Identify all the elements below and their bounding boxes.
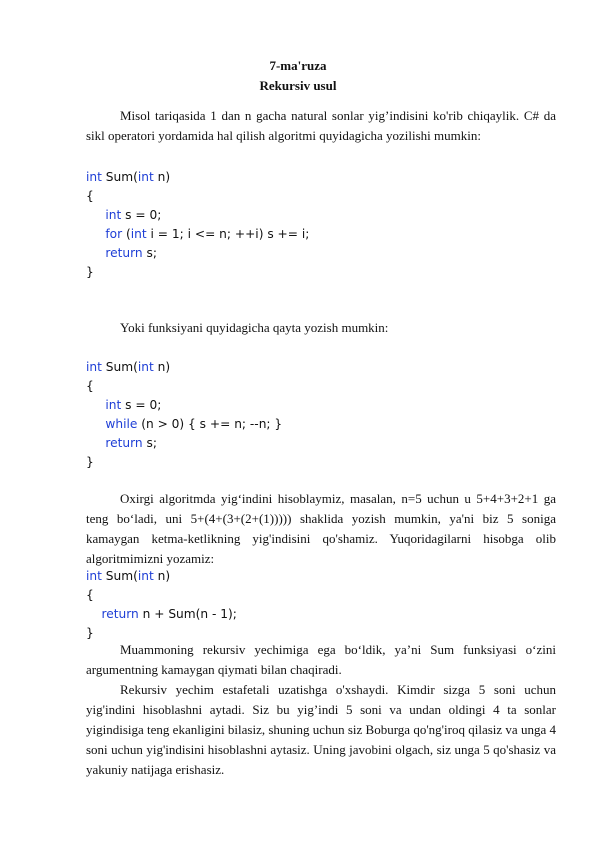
code-line	[86, 187, 556, 206]
code-keyword: int	[137, 569, 154, 583]
code-line	[86, 567, 556, 586]
code-keyword: int	[105, 208, 122, 222]
code-keyword: while	[105, 417, 138, 431]
code-line	[86, 434, 556, 453]
code-text: {	[86, 588, 94, 602]
code-text: Sum(	[101, 170, 138, 184]
code-block-for-loop	[86, 168, 556, 282]
code-keyword: return	[105, 436, 143, 450]
code-text: (	[122, 227, 131, 241]
code-block-recursive	[86, 567, 556, 643]
code-text: n)	[153, 569, 171, 583]
code-line	[86, 415, 556, 434]
paragraph-recursive-result: Muammoning rekursiv yechimiga ega bo‘ldik, ya’ni Sum funksiyasi o‘zini argumentning kamaygan qiymati bilan chaqiradi.	[86, 642, 556, 677]
code-text: n)	[153, 360, 171, 374]
code-line	[86, 263, 556, 282]
code-line	[86, 244, 556, 263]
lecture-subtitle: Rekursiv usul	[259, 78, 337, 93]
code-keyword: return	[105, 246, 143, 260]
code-keyword: int	[86, 360, 102, 374]
code-text	[86, 246, 105, 260]
code-line	[86, 168, 556, 187]
code-text: {	[86, 189, 94, 203]
code-text: s;	[142, 436, 157, 450]
code-text: Sum(	[101, 360, 138, 374]
paragraph-explanation: Oxirgi algoritmda yig‘indini hisoblaymiz, masalan, n=5 uchun u 5+4+3+2+1 ga teng bo‘ladi, uni 5+(4+(3+(2+(1))))) shaklida yozish mumkin, ya'ni biz 5 soniga kamaygan ketma-ketlikning yig'indisini qo'shamiz. Yuqoridagilarni hisobga olib algoritmimizni yozamiz:	[86, 491, 556, 566]
code-line	[86, 586, 556, 605]
code-text: {	[86, 379, 94, 393]
code-text: n)	[153, 170, 171, 184]
code-text: i = 1; i <= n; ++i) s += i;	[146, 227, 310, 241]
paragraph-rewrite: Yoki funksiyani quyidagicha qayta yozish mumkin:	[120, 320, 389, 335]
paragraph-intro: Misol tariqasida 1 dan n gacha natural sonlar yig’indisini ko'rib chiqaylik. C# da sikl operatori yordamida hal qilish algoritmi quyidagicha yozilishi mumkin:	[86, 108, 556, 143]
code-text: n + Sum(n - 1);	[138, 607, 237, 621]
code-text	[86, 227, 105, 241]
code-line	[86, 225, 556, 244]
code-text: s = 0;	[121, 398, 162, 412]
code-line	[86, 396, 556, 415]
lecture-title: 7-ma'ruza	[269, 58, 327, 73]
paragraph-relay-analogy: Rekursiv yechim estafetali uzatishga o'xshaydi. Kimdir sizga 5 soni uchun yig'indini hisoblashni aytadi. Siz bu yig’indi 5 soni va undan oldingi 4 ta sonlar yigindisiga teng ekanligini bilasiz, shuning uchun siz Boburga qo'ng'iroq qilasiz va unga 4 soni uchun yig'indisini hisoblashni aytasiz. Uning javobini olgach, siz unga 5 qo'shasiz va yakuniy natijaga erishasiz.	[86, 682, 556, 777]
code-keyword: int	[86, 170, 102, 184]
code-text: (n > 0) { s += n; --n; }	[137, 417, 283, 431]
code-text: }	[86, 265, 94, 279]
code-text	[86, 607, 102, 621]
code-line	[86, 605, 556, 624]
code-line	[86, 358, 556, 377]
code-text: }	[86, 455, 94, 469]
code-text: }	[86, 626, 94, 640]
code-text: Sum(	[101, 569, 138, 583]
code-text: s = 0;	[121, 208, 162, 222]
code-line	[86, 206, 556, 225]
code-keyword: int	[105, 398, 122, 412]
code-text	[86, 436, 105, 450]
code-keyword: int	[137, 360, 154, 374]
code-text	[86, 417, 105, 431]
code-keyword: return	[101, 607, 139, 621]
code-line	[86, 377, 556, 396]
code-text	[86, 208, 105, 222]
code-text	[86, 398, 105, 412]
code-keyword: int	[137, 170, 154, 184]
code-keyword: int	[130, 227, 147, 241]
code-line	[86, 453, 556, 472]
code-text: s;	[142, 246, 157, 260]
code-keyword: int	[86, 569, 102, 583]
code-keyword: for	[105, 227, 123, 241]
code-block-while-loop	[86, 358, 556, 472]
